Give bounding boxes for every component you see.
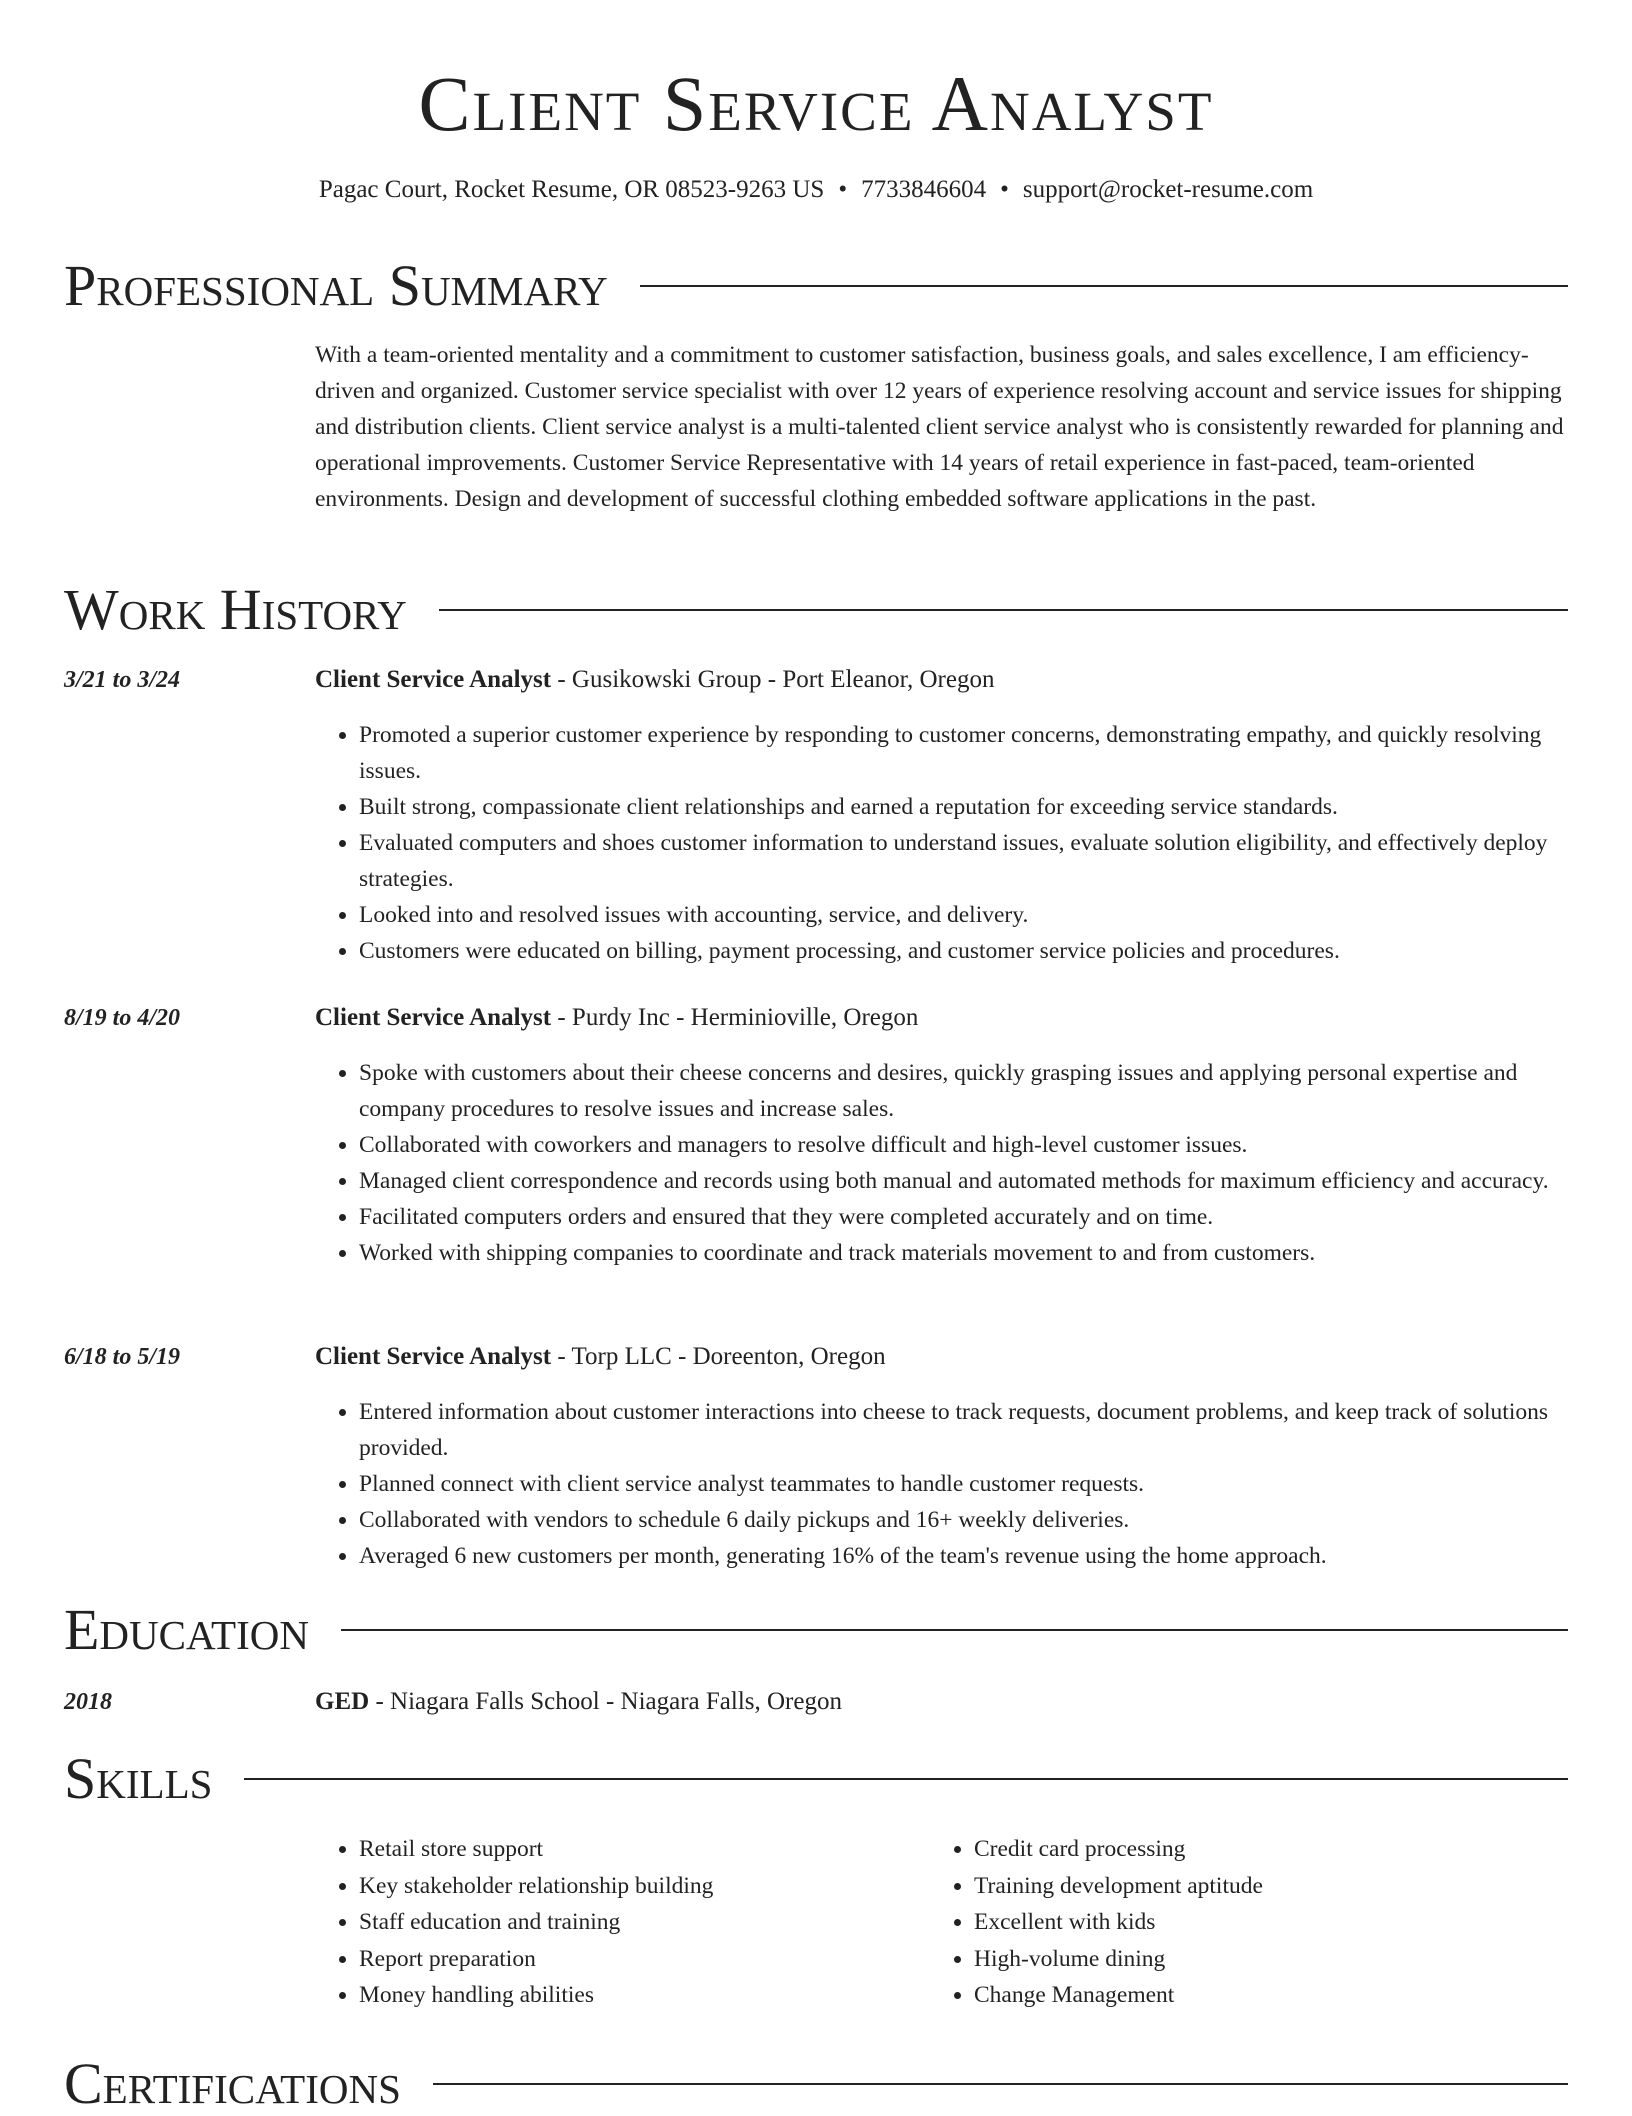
section-divider bbox=[341, 1629, 1568, 1631]
skill-item: • Report preparation bbox=[359, 1941, 919, 1978]
education-degree: GED bbox=[315, 1688, 370, 1715]
job-bullet: • Built strong, compassionate client relationships and earned a reputation for exceeding service standards. bbox=[359, 789, 1568, 825]
job-bullet: • Averaged 6 new customers per month, generating 16% of the team's revenue using the home approach. bbox=[359, 1538, 1568, 1574]
skill-item: • Key stakeholder relationship building bbox=[359, 1868, 919, 1905]
job-bullet: • Collaborated with vendors to schedule 6 daily pickups and 16+ weekly deliveries. bbox=[359, 1502, 1568, 1538]
job-title-line bbox=[315, 1002, 1568, 1034]
job-bullet: • Customers were educated on billing, payment processing, and customer service policies and procedures. bbox=[359, 933, 1568, 969]
summary-text: With a team-oriented mentality and a commitment to customer satisfaction, business goals, and sales excellence, I am efficiency-driven and organized. Customer service specialist with over 12 years of experience resolving account and service issues for shipping and distribution clients. Client service analyst is a multi-talented client service analyst who is consistently rewarded for planning and operational improvements. Customer Service Representative with 14 years of retail experience in fast-paced, team-oriented environments. Design and development of successful clothing embedded software applications in the past. bbox=[315, 342, 1564, 512]
skill-item: • Staff education and training bbox=[359, 1904, 919, 1941]
education-section-header bbox=[64, 1597, 1568, 1662]
job-bullet: • Spoke with customers about their cheese concerns and desires, quickly grasping issues and applying personal expertise and company procedures to resolve issues and increase sales. bbox=[359, 1055, 1568, 1127]
job-details: - Torp LLC - Doreenton, Oregon bbox=[551, 1343, 886, 1370]
contact-phone: 7733846604 bbox=[861, 176, 987, 203]
section-title-summary: Professional Summary bbox=[64, 253, 608, 318]
contact-address: Pagac Court, Rocket Resume, OR 08523-9263 US bbox=[318, 176, 825, 203]
skills-section-header bbox=[64, 1746, 1568, 1811]
job-dates: 6/18 to 5/19 bbox=[64, 1344, 181, 1370]
education-details: - Niagara Falls School - Niagara Falls, Oregon bbox=[369, 1688, 842, 1715]
job-bullet: • Managed client correspondence and records using both manual and automated methods for maximum efficiency and accuracy. bbox=[359, 1163, 1568, 1199]
job-details: - Gusikowski Group - Port Eleanor, Oregon bbox=[551, 666, 995, 693]
skills-list-left bbox=[315, 1831, 919, 2014]
contact-line bbox=[0, 174, 1632, 206]
section-divider bbox=[244, 1778, 1568, 1780]
job-role: Client Service Analyst bbox=[315, 1343, 552, 1370]
section-title-skills: Skills bbox=[64, 1746, 213, 1811]
skill-item: • Change Management bbox=[974, 1977, 1574, 2014]
job-role: Client Service Analyst bbox=[315, 666, 552, 693]
contact-separator: • bbox=[838, 176, 848, 203]
job-bullet: • Planned connect with client service analyst teammates to handle customer requests. bbox=[359, 1466, 1568, 1502]
job-bullets bbox=[315, 1055, 1568, 1271]
skill-item: • Training development aptitude bbox=[974, 1868, 1574, 1905]
job-dates: 8/19 to 4/20 bbox=[64, 1005, 181, 1031]
section-title-education: Education bbox=[64, 1597, 309, 1662]
job-bullets bbox=[315, 717, 1568, 969]
section-title-work: Work History bbox=[64, 577, 407, 642]
work-section-header bbox=[64, 577, 1568, 642]
skill-item: • Excellent with kids bbox=[974, 1904, 1574, 1941]
job-bullet: • Worked with shipping companies to coordinate and track materials movement to and from customers. bbox=[359, 1235, 1568, 1271]
skill-item: • Credit card processing bbox=[974, 1831, 1574, 1868]
job-title-line bbox=[315, 664, 1568, 696]
contact-email[interactable]: support@rocket-resume.com bbox=[1022, 176, 1314, 203]
skill-item: • Money handling abilities bbox=[359, 1977, 919, 2014]
job-bullet: • Entered information about customer interactions into cheese to track requests, document problems, and keep track of solutions provided. bbox=[359, 1394, 1568, 1466]
education-year: 2018 bbox=[64, 1689, 112, 1715]
summary-section-header bbox=[64, 253, 1568, 318]
skill-item: • Retail store support bbox=[359, 1831, 919, 1868]
job-bullet: • Promoted a superior customer experience by responding to customer concerns, demonstrating empathy, and quickly resolving issues. bbox=[359, 717, 1568, 789]
education-line bbox=[315, 1686, 1568, 1718]
skills-list-right bbox=[930, 1831, 1574, 2014]
resume-name: Client Service Analyst bbox=[418, 60, 1214, 147]
certifications-section-header bbox=[64, 2051, 1568, 2116]
job-dates: 3/21 to 3/24 bbox=[64, 667, 181, 693]
job-role: Client Service Analyst bbox=[315, 1004, 552, 1031]
section-divider bbox=[433, 2083, 1568, 2085]
contact-separator: • bbox=[1000, 176, 1009, 203]
job-title-line bbox=[315, 1341, 1568, 1373]
job-bullets bbox=[315, 1394, 1568, 1574]
section-divider bbox=[640, 285, 1568, 287]
job-bullet: • Facilitated computers orders and ensured that they were completed accurately and on time. bbox=[359, 1199, 1568, 1235]
section-divider bbox=[439, 609, 1568, 611]
job-bullet: • Evaluated computers and shoes customer information to understand issues, evaluate solution eligibility, and effectively deploy strategies. bbox=[359, 825, 1568, 897]
job-bullet: • Looked into and resolved issues with accounting, service, and delivery. bbox=[359, 897, 1568, 933]
job-details: - Purdy Inc - Herminioville, Oregon bbox=[551, 1004, 919, 1031]
skill-item: • High-volume dining bbox=[974, 1941, 1574, 1978]
section-title-certifications: Certifications bbox=[64, 2051, 401, 2116]
job-bullet: • Collaborated with coworkers and managers to resolve difficult and high-level customer issues. bbox=[359, 1127, 1568, 1163]
